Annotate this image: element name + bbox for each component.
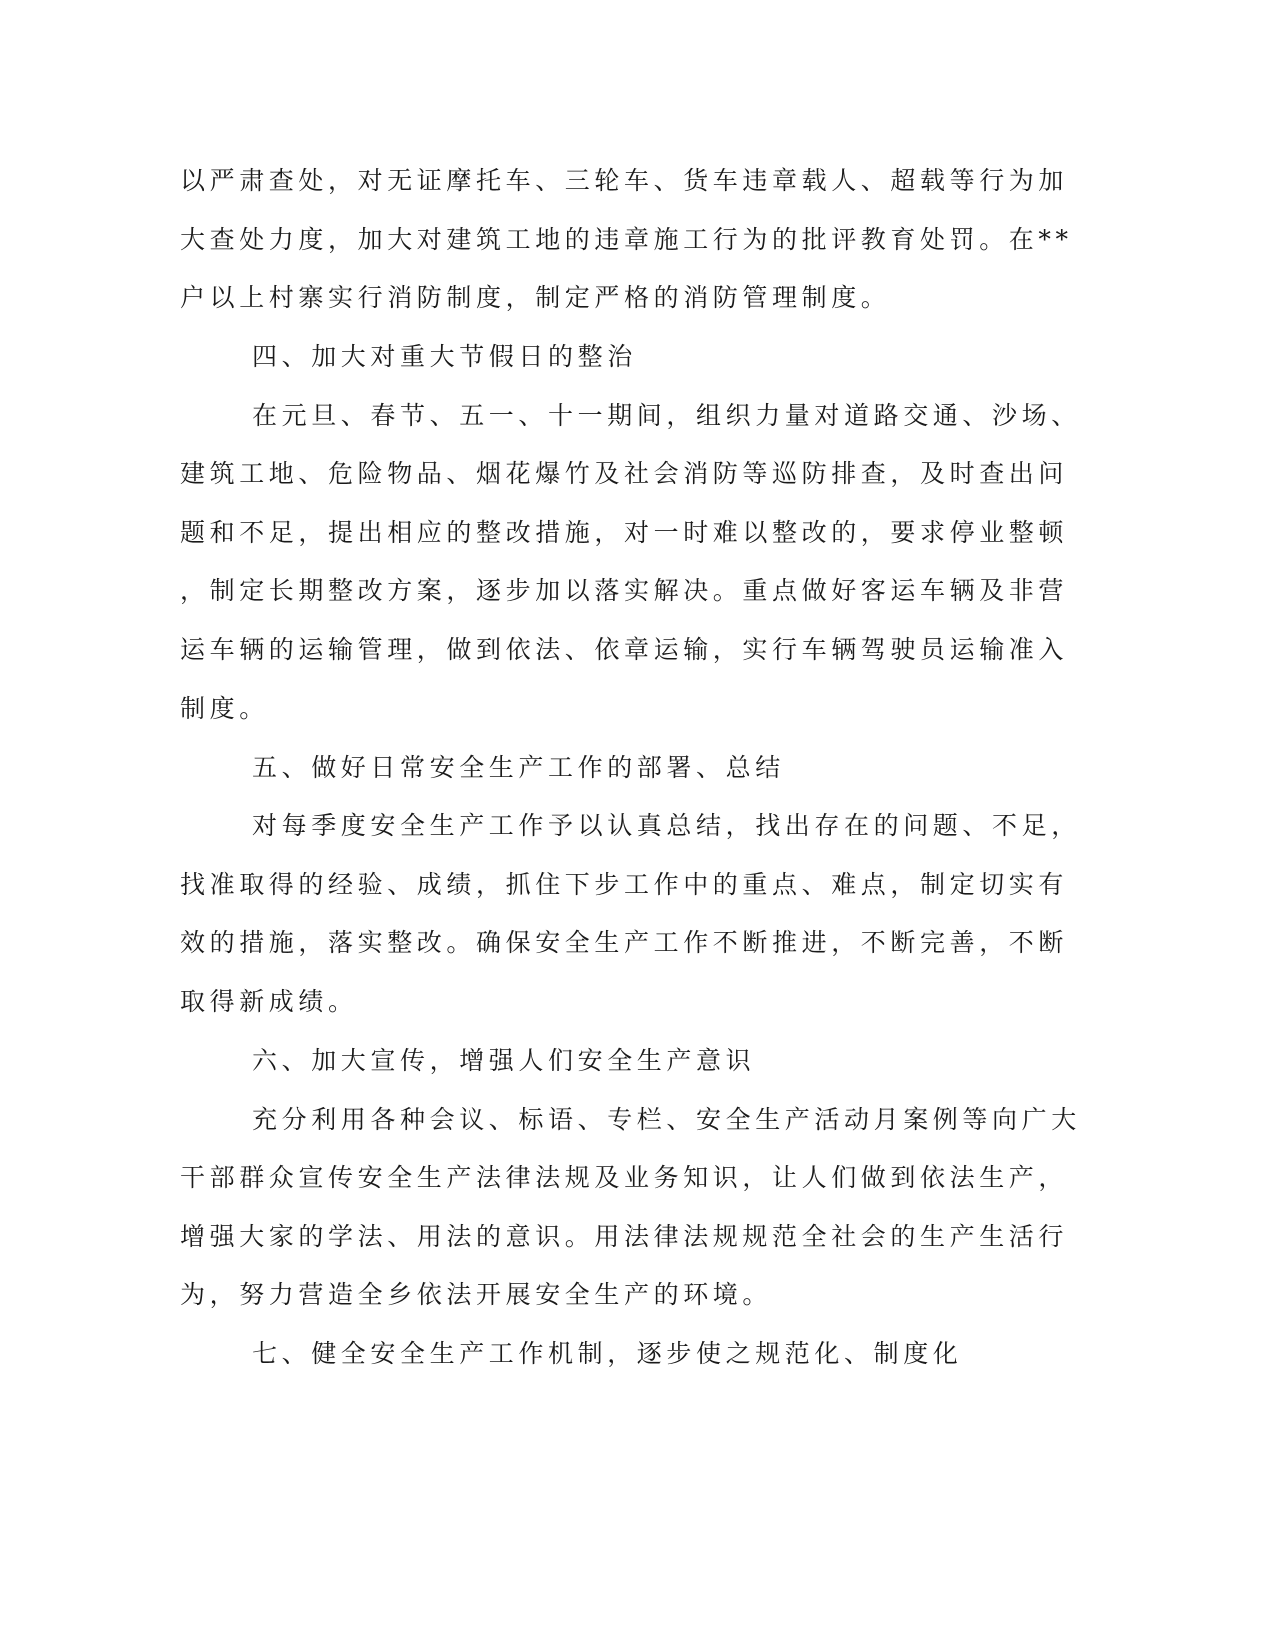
section-heading: 五、做好日常安全生产工作的部署、总结 [252, 753, 785, 782]
text-line: 找准取得的经验、成绩，抓住下步工作中的重点、难点，制定切实有 [180, 870, 1069, 899]
text-line: 制度。 [180, 694, 269, 723]
section-heading: 六、加大宣传，增强人们安全生产意识 [252, 1046, 756, 1075]
text-line: ，制定长期整改方案，逐步加以落实解决。重点做好客运车辆及非营 [180, 576, 1069, 605]
text-line: 干部群众宣传安全生产法律法规及业务知识，让人们做到依法生产， [180, 1163, 1069, 1192]
text-line: 大查处力度，加大对建筑工地的违章施工行为的批评教育处罚。在** [180, 225, 1073, 254]
text-line: 题和不足，提出相应的整改措施，对一时难以整改的，要求停业整顿 [180, 518, 1069, 547]
text-line: 以严肃查处，对无证摩托车、三轮车、货车违章载人、超载等行为加 [180, 166, 1069, 195]
text-line: 效的措施，落实整改。确保安全生产工作不断推进，不断完善，不断 [180, 928, 1069, 957]
text-line: 户以上村寨实行消防制度，制定严格的消防管理制度。 [180, 283, 891, 312]
paragraph-first-line: 充分利用各种会议、标语、专栏、安全生产活动月案例等向广大 [252, 1105, 1081, 1134]
text-line: 运车辆的运输管理，做到依法、依章运输，实行车辆驾驶员运输准入 [180, 635, 1069, 664]
paragraph-first-line: 对每季度安全生产工作予以认真总结，找出存在的问题、不足， [252, 811, 1081, 840]
section-heading: 四、加大对重大节假日的整治 [252, 342, 637, 371]
text-line: 取得新成绩。 [180, 987, 358, 1016]
text-line: 增强大家的学法、用法的意识。用法律法规规范全社会的生产生活行 [180, 1222, 1069, 1251]
text-line: 为，努力营造全乡依法开展安全生产的环境。 [180, 1280, 773, 1309]
section-heading: 七、健全安全生产工作机制，逐步使之规范化、制度化 [252, 1339, 963, 1368]
text-line: 建筑工地、危险物品、烟花爆竹及社会消防等巡防排查，及时查出问 [180, 459, 1069, 488]
paragraph-first-line: 在元旦、春节、五一、十一期间，组织力量对道路交通、沙场、 [252, 401, 1081, 430]
